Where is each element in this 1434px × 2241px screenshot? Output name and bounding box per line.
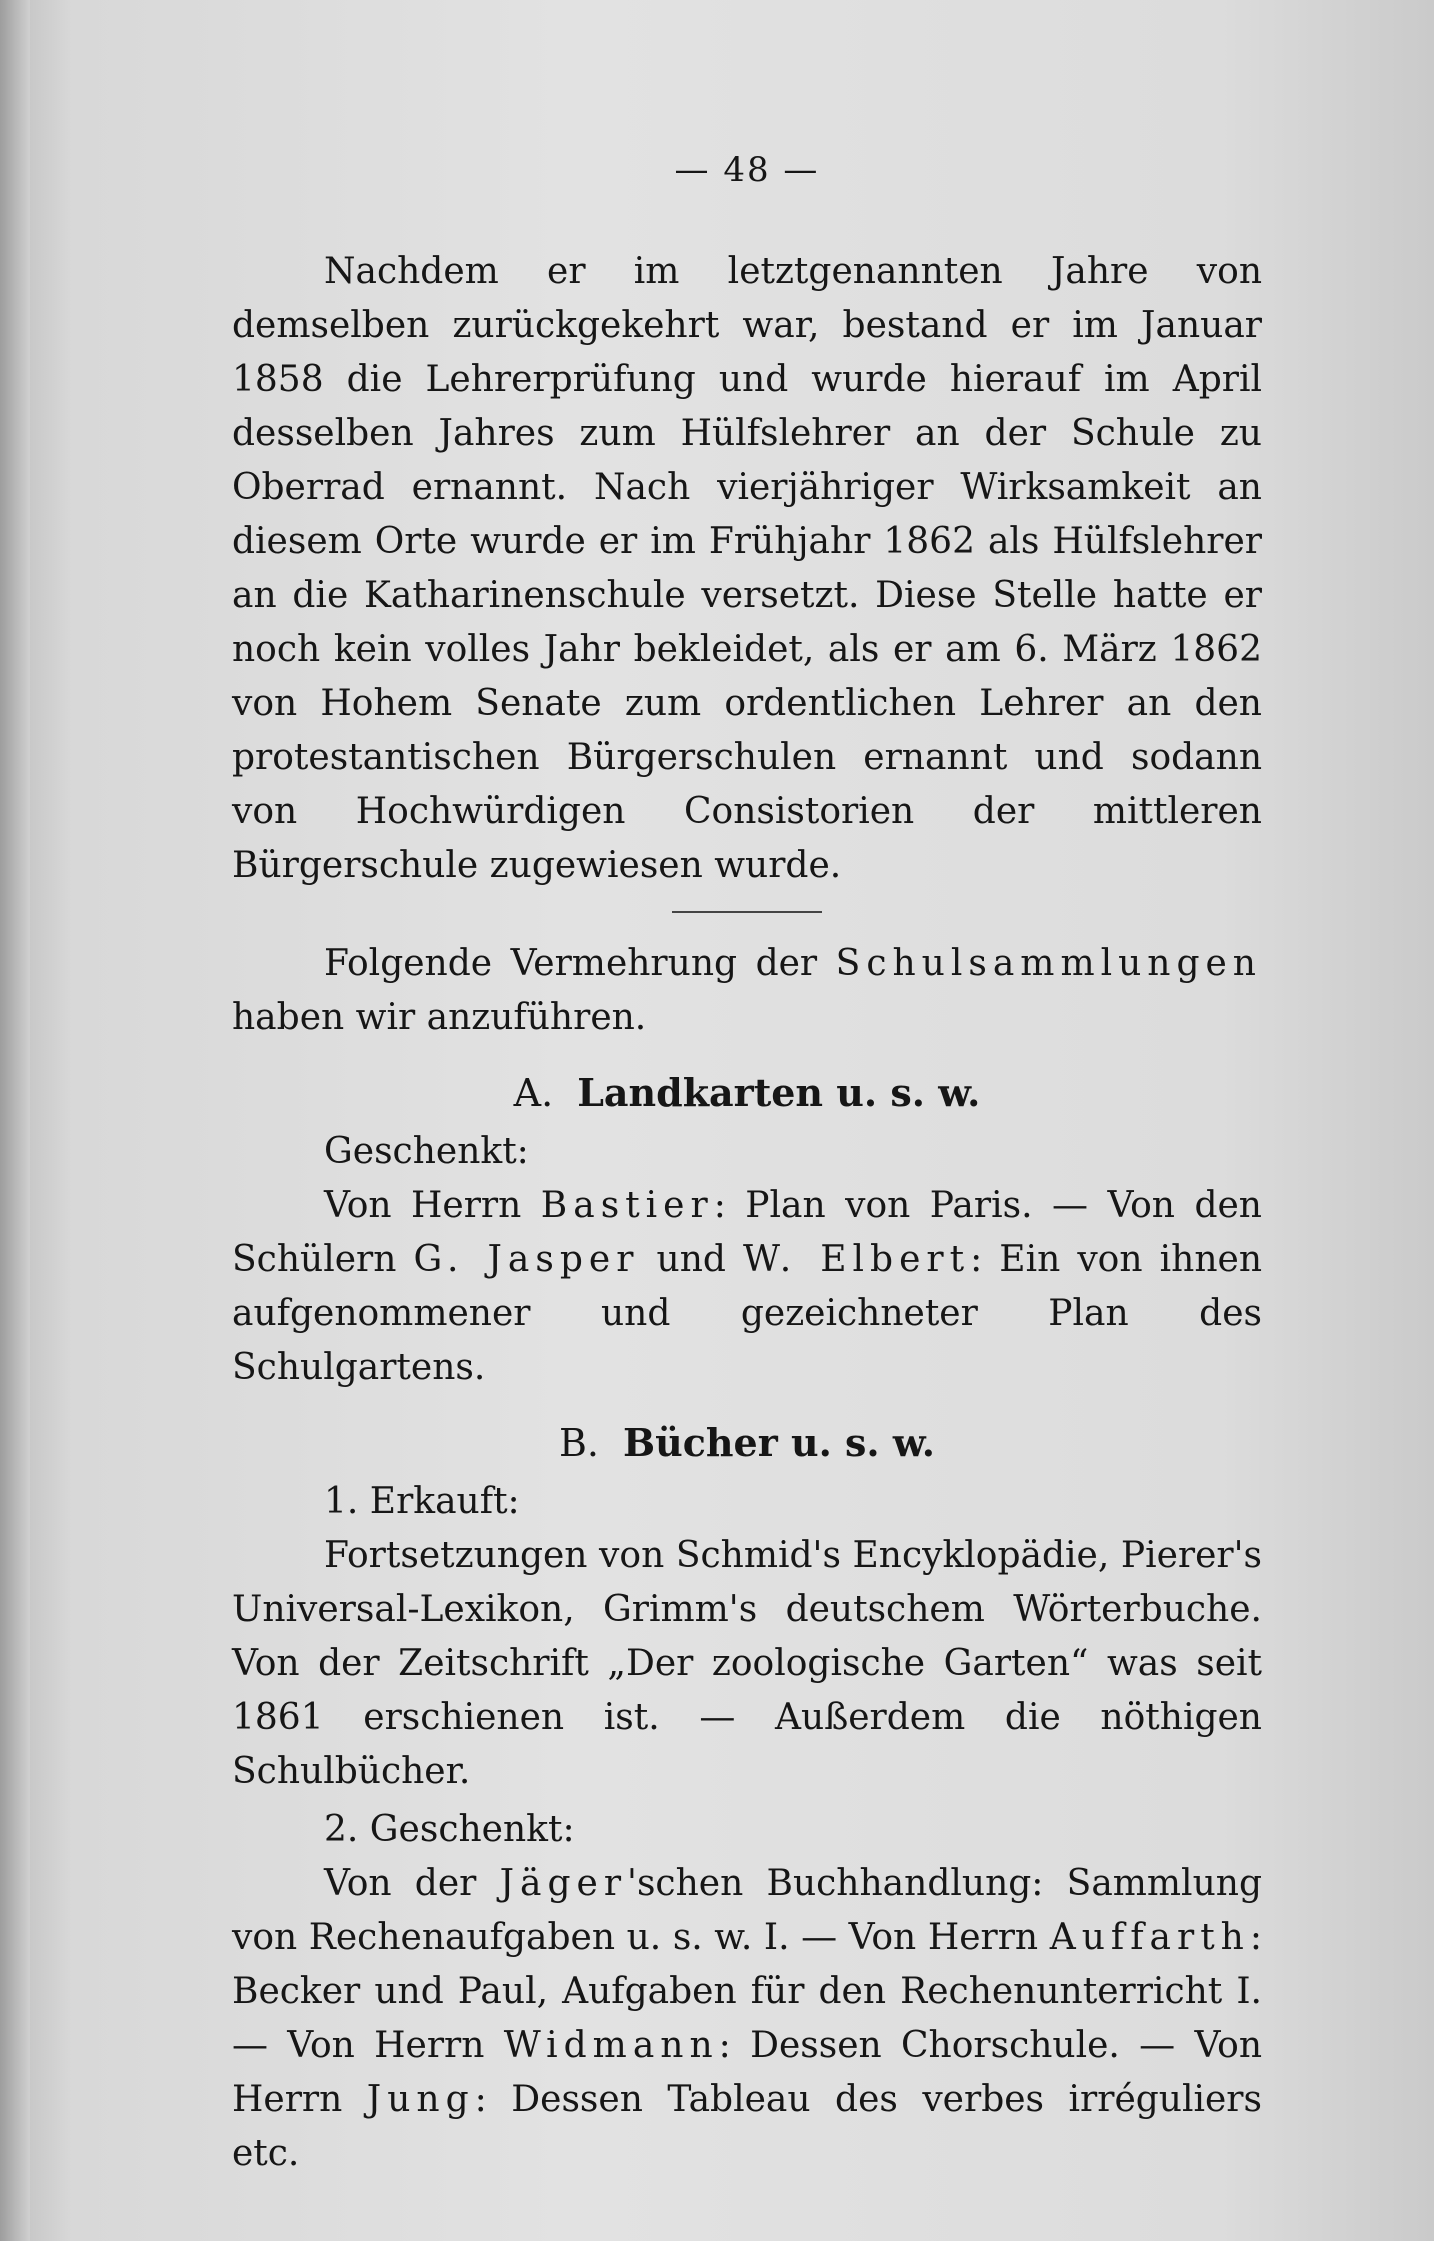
section-a-heading [232,1065,1262,1121]
text-block [232,150,1262,2181]
section-a-text-4: : Ein von ihnen aufgenommener und gezeichneter Plan des Schulgartens. [232,1239,1262,1388]
page-number: — 48 — [674,150,820,190]
section-a-text-1: Von Herrn [324,1185,541,1226]
section-b-name-2: Auffarth [1049,1917,1250,1958]
section-a-letter: A. [513,1071,554,1115]
collections-intro-after: haben wir anzuführen. [232,997,647,1038]
collections-intro [232,937,1262,1045]
section-b-text-4: : Dessen Chorschule. — Von Herrn [232,2025,1263,2120]
section-b-gifted-label: 2. Geschenkt: [324,1809,575,1850]
section-b-name-4: Jung [366,2079,475,2120]
section-b-text-5: : Dessen Tableau des verbes irréguliers etc. [232,2079,1262,2174]
collections-intro-emphasis: Schulsammlungen [835,943,1262,984]
section-b-text-3: : Becker und Paul, Aufgaben für den Rechenunterricht I. — Von Herrn [232,1917,1262,2066]
separator-rule [672,911,822,913]
section-a-entry [232,1179,1262,1395]
section-a-text-2: : Plan von Paris. — Von den Schülern [232,1185,1262,1280]
section-b-purchased-label: 1. Erkauft: [324,1481,520,1522]
section-a-gifted-label: Geschenkt: [324,1131,529,1172]
book-spine-shadow [0,0,30,2241]
biography-paragraph: Nachdem er im letztgenannten Jahre von demselben zurückgekehrt war, bestand er im Januar 1858 die Lehrerprüfung und wurde hierauf im April desselben Jahres zum Hülfslehrer an der Schule zu Oberrad ernannt. Nach vierjähriger Wirksamkeit an diesem Orte wurde er im Frühjahr 1862 als Hülfslehrer an die Katharinenschule versetzt. Diese Stelle hatte er noch kein volles Jahr bekleidet, als er am 6. März 1862 von Hohem Senate zum ordentlichen Lehrer an den protestantischen Bürgerschulen ernannt und sodann von Hochwürdigen Consistorien der mittleren Bürgerschule zugewiesen wurde. [232,251,1262,886]
section-a-text-3: und [639,1239,744,1280]
section-a-title: Landkarten u. s. w. [577,1070,981,1115]
section-b-title: Bücher u. s. w. [623,1420,935,1465]
section-b-purchased-text: Fortsetzungen von Schmid's Encyklopädie, Pierer's Universal-Lexikon, Grimm's deutschem Wörterbuche. Von der Zeitschrift „Der zoologische Garten“ was seit 1861 erschienen ist. — Außerdem die nöthigen Schulbücher. [232,1535,1262,1792]
section-b-name-1: Jäger [499,1863,628,1904]
section-b-letter: B. [558,1421,599,1465]
section-a-name-3: W. Elbert [743,1239,971,1280]
section-b-text-1: Von der [324,1863,500,1904]
section-a-name-1: Bastier [540,1185,714,1226]
section-b-text-2: 'schen Buchhandlung: Sammlung von Rechenaufgaben u. s. w. I. — Von Herrn [232,1863,1262,1958]
collections-intro-before: Folgende Vermehrung der [324,943,836,984]
section-b-heading [232,1415,1262,1471]
section-b-gifted-entry [232,1857,1262,2181]
section-a-name-2: G. Jasper [413,1239,640,1280]
section-b-name-3: Widmann [503,2025,719,2066]
